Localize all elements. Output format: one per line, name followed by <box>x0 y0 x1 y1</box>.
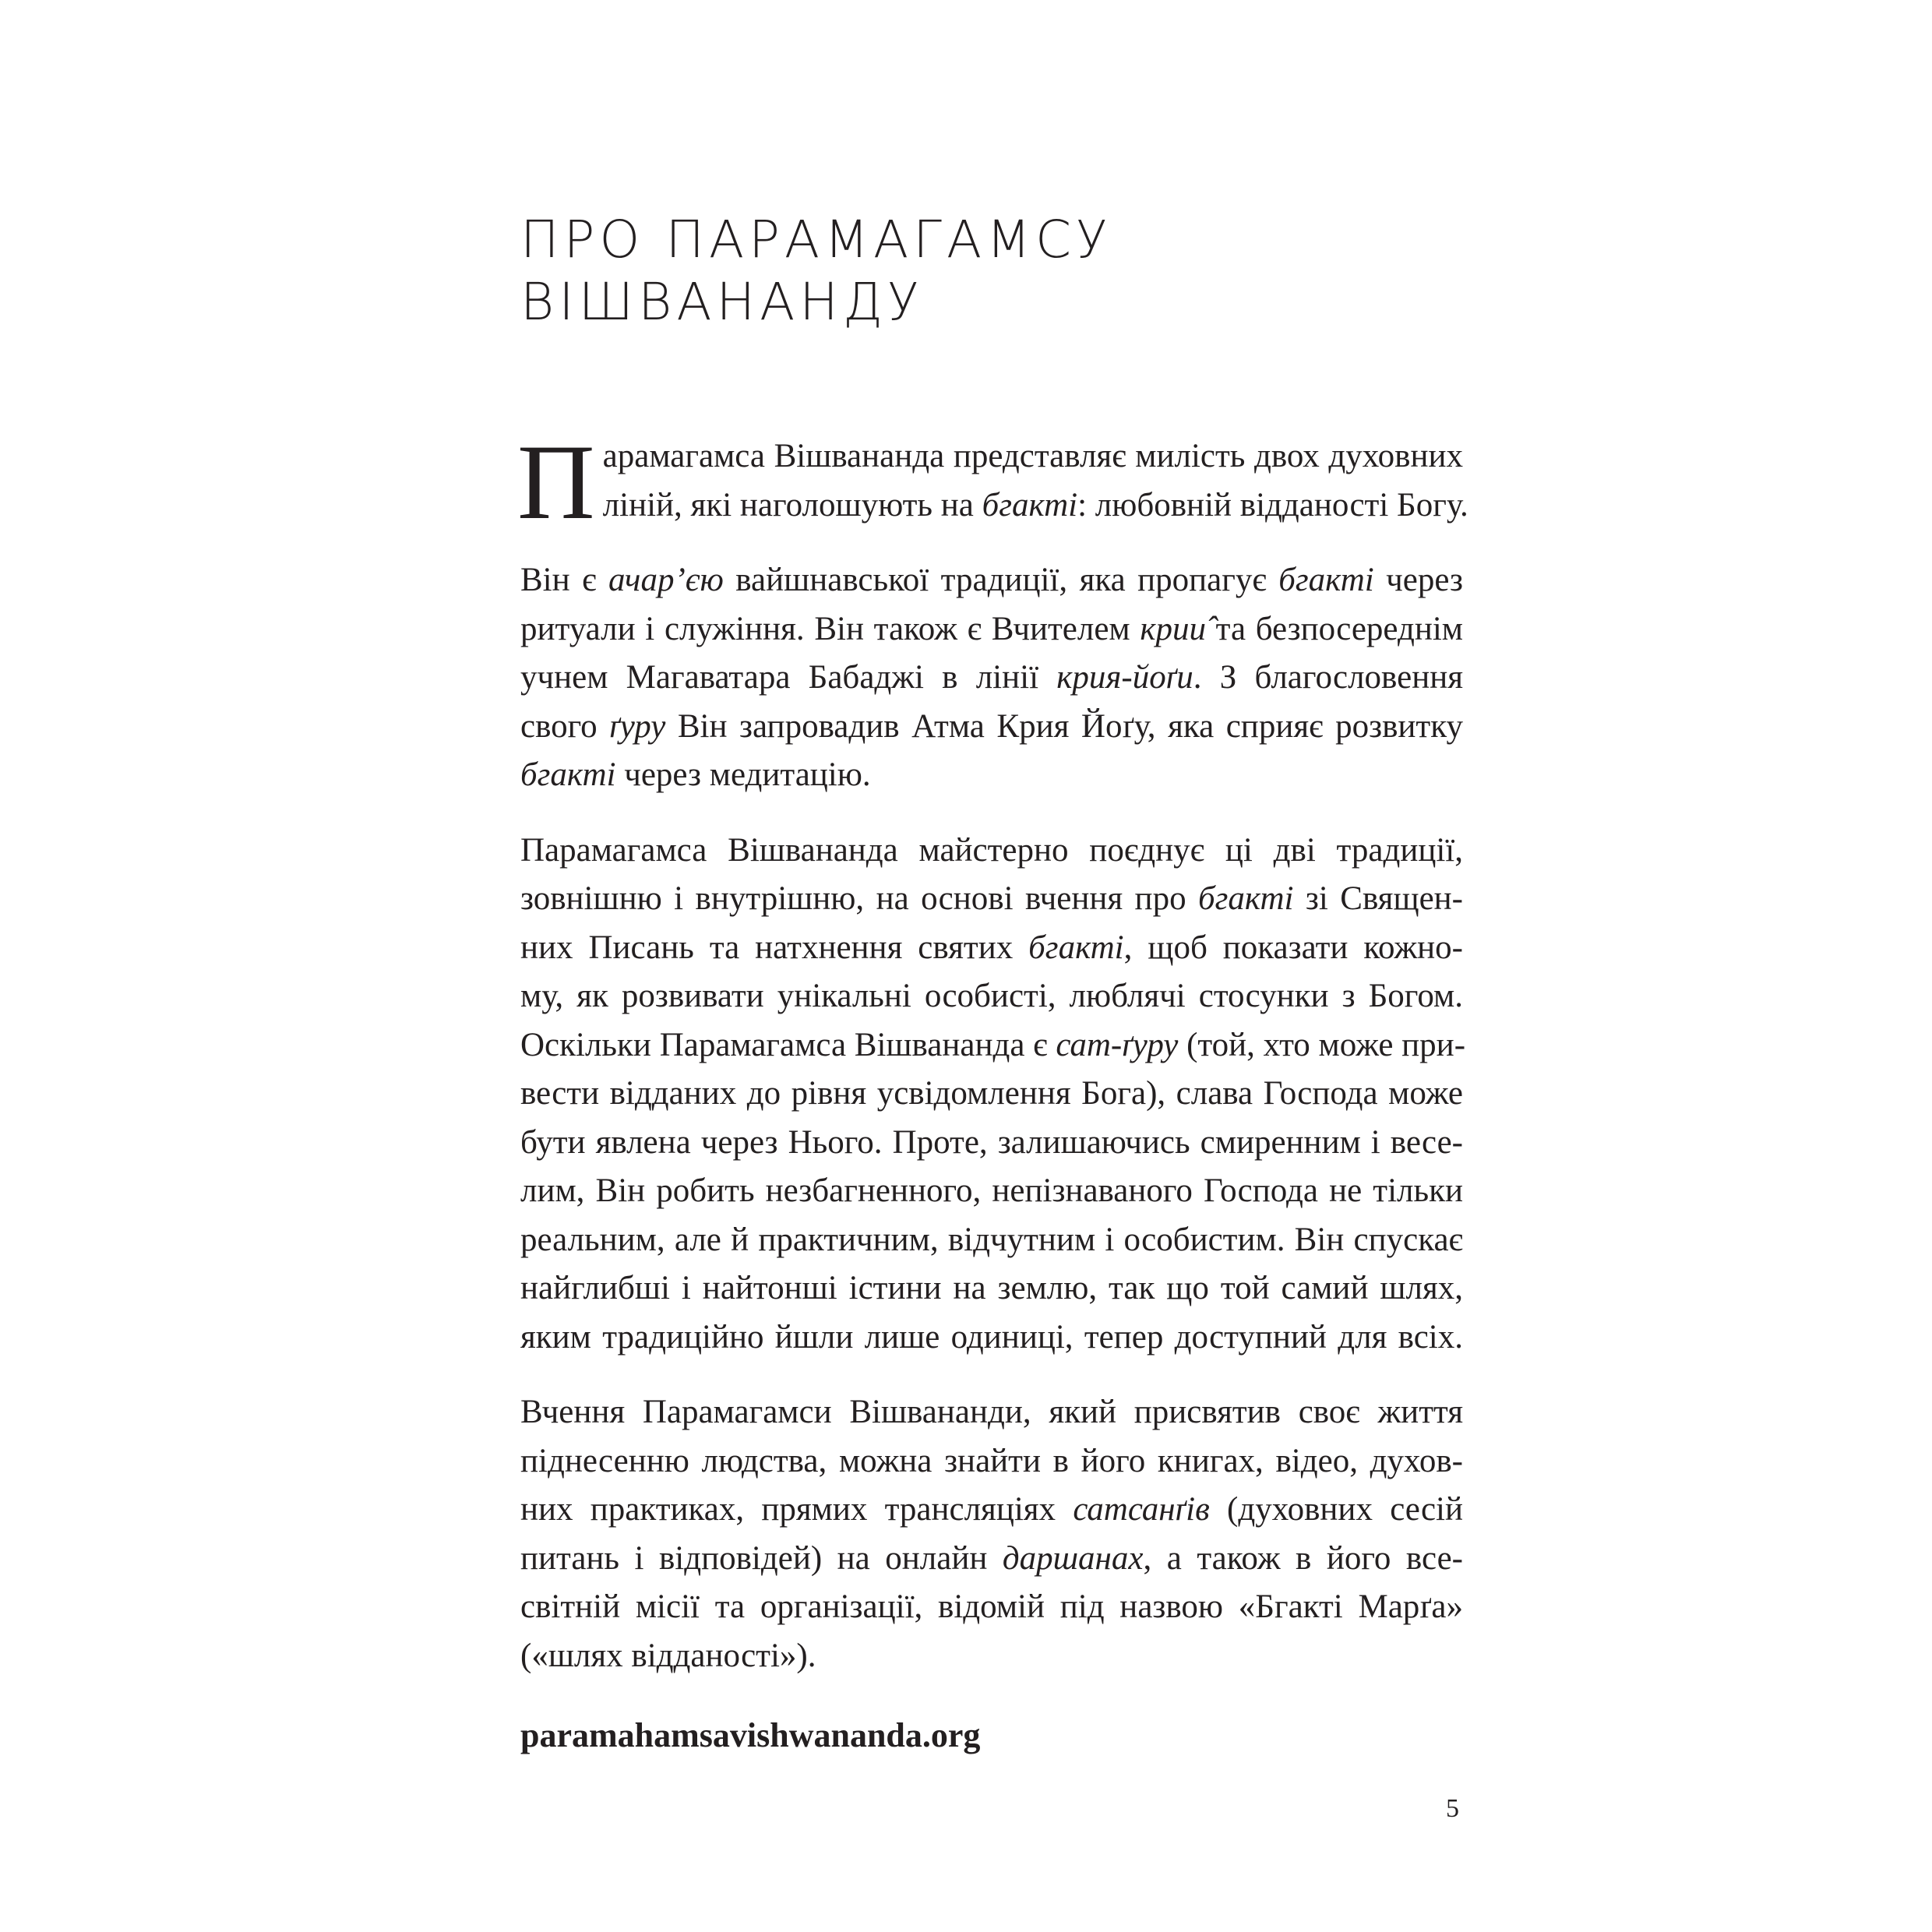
paragraph-line <box>520 972 1463 1021</box>
paragraph-line <box>520 1021 1466 1070</box>
drop-cap: П <box>517 422 595 541</box>
term-acharya: ачар’єю <box>608 562 724 598</box>
paragraph-line <box>520 1216 1463 1265</box>
line-text: учнем Магаватара Бабаджі в лінії <box>520 659 1057 696</box>
term-bhakti: бгакті <box>1278 562 1374 598</box>
line-text: них Писань та натхнення святих <box>520 929 1029 966</box>
line-text: лим, Він робить незбагненного, непізнаваного Господа не тільки <box>520 1172 1463 1209</box>
line-text: Він є <box>520 562 608 598</box>
paragraph-line <box>520 1119 1463 1168</box>
line-text: через медитацію. <box>615 756 871 793</box>
line-text: бути явлена через Нього. Проте, залишаючись смиренним і весе- <box>520 1123 1463 1161</box>
paragraph-3 <box>520 827 1466 1363</box>
paragraph-line <box>520 1632 1463 1681</box>
page-title <box>520 209 1533 333</box>
line-text: . З благословення <box>1193 659 1463 696</box>
paragraph-2 <box>520 556 1463 800</box>
line-text: , щоб показати кожно- <box>1123 929 1464 966</box>
line-text: Оскільки Парамагамса Вішвананда є <box>520 1026 1056 1063</box>
line-text: яким традиційно йшли лише одиниці, тепер доступний для всіх. <box>520 1318 1463 1356</box>
term-bhakti: бгакті <box>1028 929 1124 966</box>
line-text: : любовній відданості Богу. <box>1077 486 1468 524</box>
line-text: ліній, які наголошують на <box>602 486 982 524</box>
paragraph-line <box>520 654 1463 703</box>
paragraph-line <box>520 556 1463 605</box>
paragraph-1 <box>517 422 1468 541</box>
line-text: них практиках, прямих трансляціях <box>520 1491 1074 1528</box>
line-text: питань і відповідей) на онлайн <box>520 1539 1003 1577</box>
line-text: свого <box>520 707 610 745</box>
paragraph-line <box>520 924 1463 973</box>
paragraph-4 <box>520 1388 1463 1680</box>
line-text: Він запровадив Атма Крия Йоґу, яка сприяє розвитку <box>665 707 1463 745</box>
line-text: Вчення Парамагамси Вішвананди, який присвятив своє життя <box>520 1394 1463 1430</box>
line-text: через <box>1373 562 1463 598</box>
term-satsang: сатсанґів <box>1073 1491 1210 1528</box>
paragraph-line <box>520 875 1463 924</box>
line-text: зовнішню і внутрішню, на основі вчення про <box>520 880 1199 917</box>
term-darshan: даршанах <box>1002 1539 1144 1577</box>
line-text: найглибші і найтонші істини на землю, так що той самий шлях, <box>520 1270 1463 1306</box>
paragraph-line <box>520 1388 1463 1437</box>
line-text: зі Священ- <box>1293 880 1463 917</box>
paragraph-line <box>520 1437 1463 1486</box>
term-kriya-yoga: крия-йоґи <box>1056 659 1193 696</box>
paragraph-line <box>520 1070 1463 1119</box>
paragraph-line <box>520 1313 1463 1363</box>
line-text: му, як розвивати унікальні особисті, люблячі стосунки з Богом. <box>520 978 1463 1014</box>
line-text: світній місії та організації, відомій під назвою «Бгакті Марґа» <box>520 1588 1463 1625</box>
line-text: вести відданих до рівня усвідомлення Бога), слава Господа може <box>520 1075 1463 1112</box>
paragraph-line <box>520 751 1463 800</box>
line-text: та безпосереднім <box>1205 610 1463 647</box>
line-text: (духовних сесій <box>1209 1491 1464 1528</box>
paragraph-line <box>520 605 1463 654</box>
term-sat-guru: сат-ґуру <box>1056 1026 1179 1063</box>
website-url[interactable]: paramahamsavishwananda.org <box>520 1716 981 1754</box>
paragraph-line <box>520 1167 1463 1216</box>
line-text: реальним, але й практичним, відчутним і особистим. Він спускає <box>520 1221 1463 1258</box>
title-line-2: ВІШВАНАНДУ <box>520 272 924 332</box>
paragraph-line <box>520 481 1468 531</box>
line-text: (той, хто може при- <box>1178 1026 1466 1063</box>
paragraph-line <box>603 432 1463 481</box>
line-text: , а також в його все- <box>1143 1539 1463 1577</box>
line-text: ритуали і служіння. Він також є Вчителем <box>520 610 1141 647</box>
line-text: арамагамса Вішвананда представляє милість двох духовних <box>602 438 1463 474</box>
line-text: («шлях відданості»). <box>520 1637 816 1674</box>
paragraph-line <box>520 1583 1463 1632</box>
paragraph-line <box>520 703 1463 752</box>
term-bhakti: бгакті <box>1198 880 1294 917</box>
line-text: піднесенню людства, можна знайти в його книгах, відео, духов- <box>520 1442 1463 1479</box>
term-bhakti: бгакті <box>520 756 616 793</box>
page-number: 5 <box>1446 1794 1459 1823</box>
title-line-1: ПРО ПАРАМАГАМСУ <box>520 210 1112 270</box>
term-bhakti: бгакті <box>982 486 1078 524</box>
term-guru: ґуру <box>609 707 666 745</box>
line-text: Парамагамса Вішвананда майстерно поєднує ці дві традиції, <box>520 831 1463 869</box>
paragraph-line <box>520 1264 1463 1313</box>
paragraph-line <box>520 827 1463 876</box>
term-kriya: крии̂ <box>1140 610 1206 647</box>
body-text <box>517 422 1468 1760</box>
line-text: вайшнавської традиції, яка пропагує <box>723 562 1279 598</box>
paragraph-line <box>520 1535 1463 1584</box>
paragraph-line <box>520 1486 1463 1535</box>
